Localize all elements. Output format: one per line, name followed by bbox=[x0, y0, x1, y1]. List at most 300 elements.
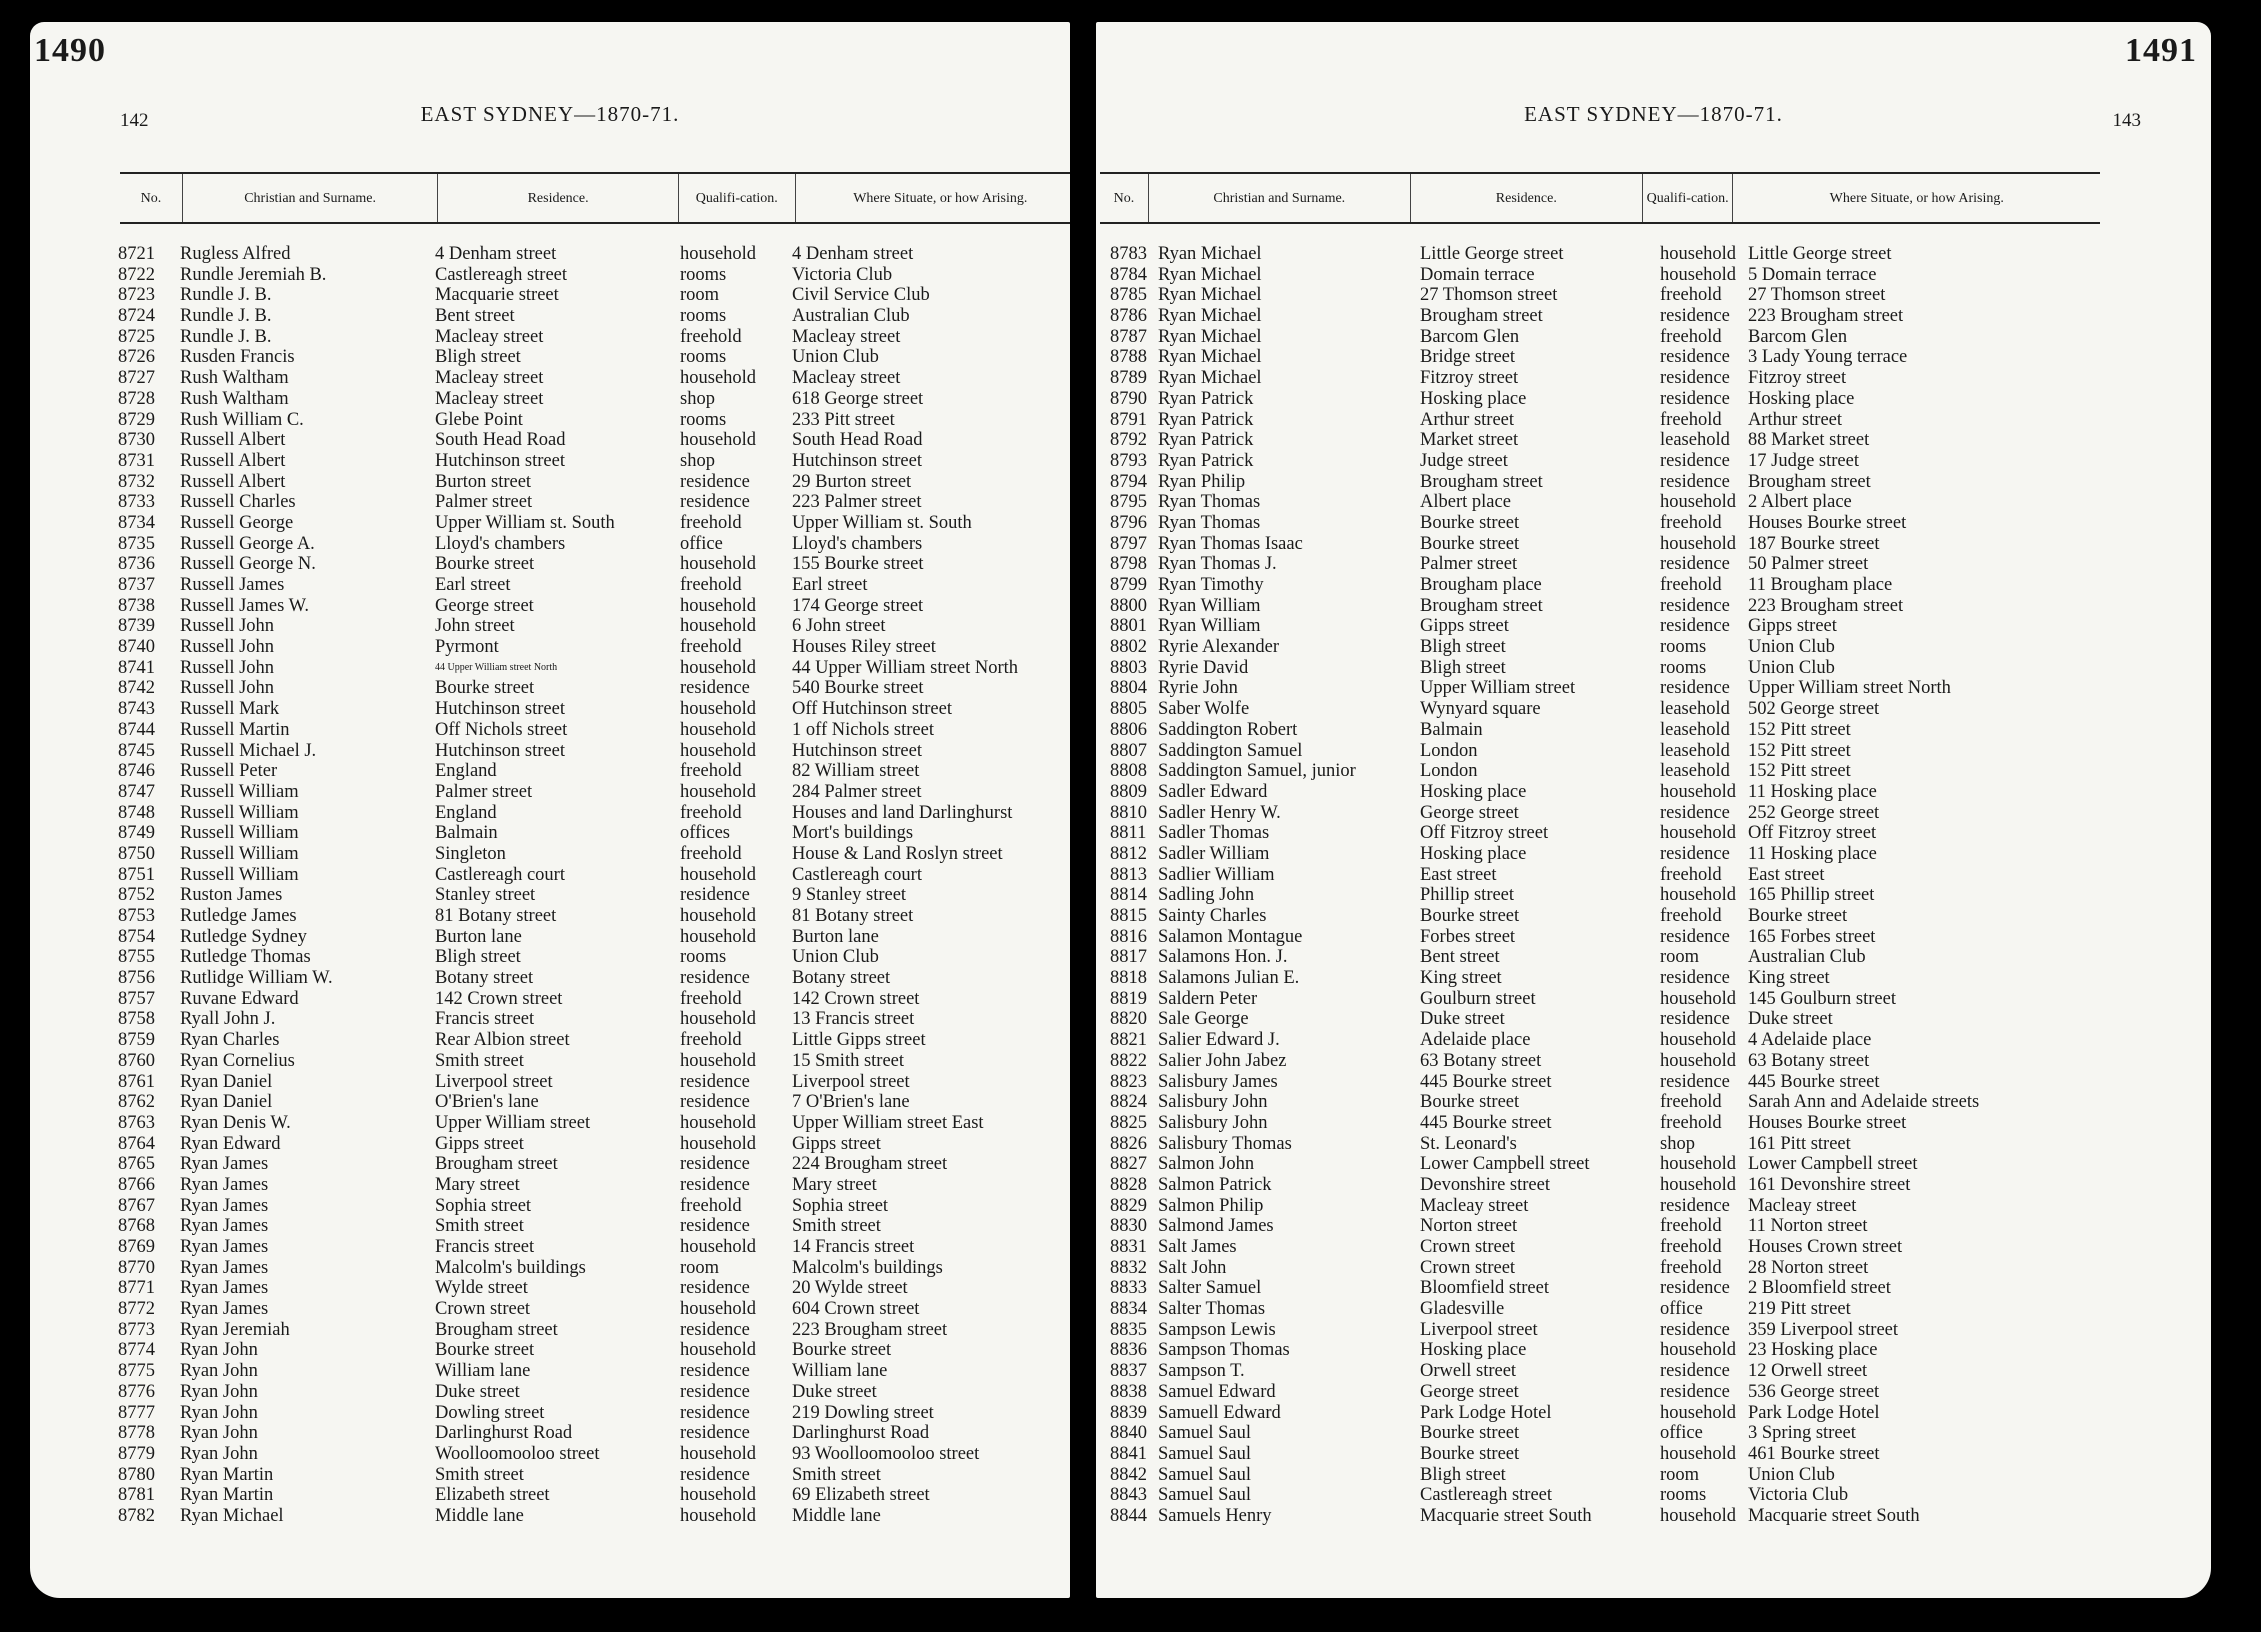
voter-name: Ryan Thomas Isaac bbox=[1158, 533, 1303, 554]
entry-number: 8826 bbox=[1110, 1133, 1147, 1154]
qualification: household bbox=[1660, 1154, 1737, 1175]
residence: Off Nichols street bbox=[435, 719, 568, 740]
entry-number: 8740 bbox=[118, 637, 155, 658]
voter-name: Ryan Michael bbox=[1158, 264, 1262, 285]
voter-name: Russell John bbox=[180, 616, 275, 637]
entry-number: 8796 bbox=[1110, 512, 1147, 533]
where-situate: 187 Bourke street bbox=[1748, 533, 1880, 554]
entry-number: 8799 bbox=[1110, 575, 1147, 595]
entry-number: 8738 bbox=[118, 595, 155, 616]
where-situate: 161 Devonshire street bbox=[1748, 1174, 1911, 1195]
where-situate: 1 off Nichols street bbox=[792, 719, 934, 740]
qualification: household bbox=[680, 1505, 757, 1526]
where-situate: Union Club bbox=[792, 947, 879, 968]
voter-name: Russell John bbox=[180, 657, 275, 678]
entry-number: 8735 bbox=[118, 533, 155, 554]
voter-name: Sadling John bbox=[1158, 885, 1255, 906]
qualification: household bbox=[680, 1485, 757, 1506]
where-situate: Little Gipps street bbox=[792, 1030, 926, 1051]
where-situate: 27 Thomson street bbox=[1748, 285, 1886, 306]
voter-name: Russell James W. bbox=[180, 595, 309, 616]
residence: Macquarie street bbox=[435, 285, 559, 306]
entry-number: 8840 bbox=[1110, 1423, 1147, 1444]
voter-name: Saddington Samuel, junior bbox=[1158, 761, 1356, 782]
qualification: residence bbox=[680, 1071, 750, 1092]
entry-number: 8733 bbox=[118, 492, 155, 513]
residence: 4 Denham street bbox=[435, 244, 557, 264]
table-row bbox=[1110, 1403, 2118, 1424]
residence: Gipps street bbox=[435, 1133, 524, 1154]
voter-name: Sampson T. bbox=[1158, 1361, 1245, 1382]
entry-number: 8815 bbox=[1110, 906, 1147, 926]
entry-number: 8744 bbox=[118, 719, 155, 740]
voter-name: Russell George N. bbox=[180, 554, 316, 575]
page-number: 143 bbox=[2112, 110, 2141, 131]
residence: Castlereagh street bbox=[435, 264, 568, 285]
voter-name: Ruvane Edward bbox=[180, 988, 299, 1009]
entry-number: 8813 bbox=[1110, 864, 1147, 885]
where-situate: 174 George street bbox=[792, 595, 924, 616]
table-row bbox=[118, 430, 1070, 451]
voter-name: Ryan Michael bbox=[1158, 326, 1262, 347]
qualification: residence bbox=[1660, 368, 1730, 389]
residence: 445 Bourke street bbox=[1420, 1071, 1552, 1092]
where-situate: 540 Bourke street bbox=[792, 678, 924, 699]
where-situate: 82 William street bbox=[792, 761, 920, 782]
table-row bbox=[1110, 1092, 2118, 1113]
voter-name: Ryan James bbox=[180, 1237, 269, 1257]
qualification: household bbox=[680, 906, 757, 926]
entry-number: 8788 bbox=[1110, 347, 1147, 368]
table-row bbox=[1110, 1506, 2118, 1527]
entry-number: 8821 bbox=[1110, 1030, 1147, 1051]
entry-number: 8816 bbox=[1110, 926, 1147, 947]
qualification: residence bbox=[1660, 1319, 1730, 1340]
where-situate: 502 George street bbox=[1748, 699, 1880, 720]
residence: Bourke street bbox=[435, 1340, 535, 1361]
residence: Liverpool street bbox=[435, 1071, 553, 1092]
qualification: residence bbox=[680, 1361, 750, 1382]
register-rows bbox=[1110, 244, 2118, 1527]
table-row bbox=[1110, 947, 2118, 968]
residence: Francis street bbox=[435, 1009, 535, 1030]
voter-name: Russell John bbox=[180, 637, 275, 658]
where-situate: 11 Norton street bbox=[1748, 1216, 1868, 1237]
residence: Crown street bbox=[1420, 1257, 1516, 1278]
voter-name: Rush Waltham bbox=[180, 368, 289, 389]
table-row bbox=[1110, 534, 2118, 555]
voter-name: Ryan Michael bbox=[1158, 368, 1262, 389]
voter-name: Rundle Jeremiah B. bbox=[180, 264, 327, 285]
table-row bbox=[1110, 1113, 2118, 1134]
qualification: household bbox=[1660, 885, 1737, 906]
qualification: household bbox=[680, 699, 757, 720]
qualification: household bbox=[680, 430, 757, 451]
where-situate: Hutchinson street bbox=[792, 740, 922, 761]
qualification: freehold bbox=[1660, 1257, 1722, 1278]
entry-number: 8820 bbox=[1110, 1009, 1147, 1030]
table-row bbox=[118, 596, 1070, 617]
table-row bbox=[118, 678, 1070, 699]
table-row bbox=[118, 347, 1070, 368]
where-situate: 233 Pitt street bbox=[792, 409, 895, 430]
entry-number: 8772 bbox=[118, 1299, 155, 1320]
table-row bbox=[118, 1030, 1070, 1051]
table-row bbox=[118, 534, 1070, 555]
qualification: residence bbox=[680, 1381, 750, 1402]
table-row bbox=[118, 327, 1070, 348]
qualification: household bbox=[1660, 492, 1737, 513]
qualification: household bbox=[680, 244, 757, 264]
where-situate: 11 Hosking place bbox=[1748, 781, 1877, 802]
where-situate: Liverpool street bbox=[792, 1071, 910, 1092]
where-situate: Hutchinson street bbox=[792, 450, 922, 471]
table-row bbox=[1110, 1051, 2118, 1072]
table-row bbox=[1110, 761, 2118, 782]
voter-name: Rutlidge William W. bbox=[180, 968, 333, 989]
table-row bbox=[118, 947, 1070, 968]
entry-number: 8807 bbox=[1110, 740, 1147, 761]
table-row bbox=[118, 906, 1070, 927]
voter-name: Ryan Charles bbox=[180, 1030, 280, 1051]
voter-name: Ryan John bbox=[180, 1381, 258, 1402]
qualification: freehold bbox=[680, 1030, 742, 1051]
residence: Devonshire street bbox=[1420, 1174, 1550, 1195]
entry-number: 8736 bbox=[118, 554, 155, 575]
where-situate: Upper William street North bbox=[1748, 678, 1951, 699]
voter-name: Sadler William bbox=[1158, 843, 1270, 864]
entry-number: 8756 bbox=[118, 968, 155, 989]
entry-number: 8831 bbox=[1110, 1237, 1147, 1257]
residence: Palmer street bbox=[435, 781, 533, 802]
residence: Bent street bbox=[435, 306, 515, 327]
where-situate: Macquarie street South bbox=[1748, 1505, 1920, 1526]
voter-name: Ryan James bbox=[180, 1195, 269, 1216]
where-situate: Castlereagh court bbox=[792, 864, 922, 885]
where-situate: 28 Norton street bbox=[1748, 1257, 1869, 1278]
residence: East street bbox=[1420, 864, 1497, 885]
voter-name: Salmon Patrick bbox=[1158, 1174, 1272, 1195]
qualification: freehold bbox=[680, 802, 742, 823]
voter-name: Russell William bbox=[180, 864, 299, 885]
residence: William lane bbox=[435, 1361, 531, 1382]
entry-number: 8837 bbox=[1110, 1361, 1147, 1382]
residence: Bourke street bbox=[1420, 1092, 1520, 1113]
voter-name: Ryrie John bbox=[1158, 678, 1238, 699]
where-situate: Upper William street East bbox=[792, 1112, 984, 1133]
qualification: leasehold bbox=[1660, 740, 1730, 761]
voter-name: Ryan Daniel bbox=[180, 1092, 273, 1113]
where-situate: 81 Botany street bbox=[792, 906, 914, 926]
where-situate: Darlinghurst Road bbox=[792, 1423, 930, 1444]
residence: Palmer street bbox=[435, 492, 533, 513]
voter-name: Russell William bbox=[180, 781, 299, 802]
voter-name: Ryan William bbox=[1158, 595, 1261, 616]
residence: Bent street bbox=[1420, 947, 1500, 968]
voter-name: Ryan Cornelius bbox=[180, 1050, 295, 1071]
voter-name: Ryan Philip bbox=[1158, 471, 1246, 492]
voter-name: Ryan Michael bbox=[1158, 347, 1262, 368]
voter-name: Russell John bbox=[180, 678, 275, 699]
page-number: 142 bbox=[120, 110, 149, 131]
entry-number: 8841 bbox=[1110, 1443, 1147, 1464]
voter-name: Ryan Denis W. bbox=[180, 1112, 291, 1133]
qualification: household bbox=[680, 781, 757, 802]
voter-name: Rutledge James bbox=[180, 906, 297, 926]
table-row bbox=[1110, 472, 2118, 493]
table-row bbox=[118, 389, 1070, 410]
entry-number: 8793 bbox=[1110, 450, 1147, 471]
table-row bbox=[1110, 1382, 2118, 1403]
voter-name: Ryan Edward bbox=[180, 1133, 281, 1154]
where-situate: 2 Albert place bbox=[1748, 492, 1852, 513]
header-name: Christian and Surname. bbox=[1149, 174, 1411, 222]
qualification: household bbox=[1660, 823, 1737, 844]
where-situate: 3 Lady Young terrace bbox=[1748, 347, 1908, 368]
where-situate: Barcom Glen bbox=[1748, 326, 1848, 347]
residence: Macquarie street South bbox=[1420, 1505, 1592, 1526]
table-row bbox=[1110, 1320, 2118, 1341]
residence: Burton street bbox=[435, 471, 532, 492]
where-situate: 536 George street bbox=[1748, 1381, 1880, 1402]
residence: Woolloomooloo street bbox=[435, 1443, 600, 1464]
voter-name: Ryan James bbox=[180, 1216, 269, 1237]
residence: Sophia street bbox=[435, 1195, 532, 1216]
where-situate: 461 Bourke street bbox=[1748, 1443, 1880, 1464]
voter-name: Ryan Thomas J. bbox=[1158, 554, 1277, 575]
residence: Francis street bbox=[435, 1237, 535, 1257]
voter-name: Ryan Patrick bbox=[1158, 388, 1254, 409]
table-row bbox=[118, 1340, 1070, 1361]
table-row bbox=[1110, 741, 2118, 762]
table-row bbox=[1110, 1134, 2118, 1155]
qualification: rooms bbox=[680, 409, 727, 430]
qualification: freehold bbox=[1660, 285, 1722, 306]
where-situate: Sarah Ann and Adelaide streets bbox=[1748, 1092, 1980, 1113]
voter-name: Salmond James bbox=[1158, 1216, 1274, 1237]
entry-number: 8773 bbox=[118, 1319, 155, 1340]
residence: Phillip street bbox=[1420, 885, 1515, 906]
qualification: residence bbox=[680, 885, 750, 906]
table-row bbox=[1110, 1196, 2118, 1217]
residence: Gladesville bbox=[1420, 1299, 1505, 1320]
voter-name: Russell Peter bbox=[180, 761, 278, 782]
entry-number: 8801 bbox=[1110, 616, 1147, 637]
qualification: room bbox=[680, 1257, 720, 1278]
header-where: Where Situate, or how Arising. bbox=[853, 190, 1028, 206]
qualification: freehold bbox=[1660, 575, 1722, 595]
voter-name: Salier John Jabez bbox=[1158, 1050, 1287, 1071]
residence: Forbes street bbox=[1420, 926, 1516, 947]
where-situate: 7 O'Brien's lane bbox=[792, 1092, 910, 1113]
table-row bbox=[118, 927, 1070, 948]
residence: Hutchinson street bbox=[435, 450, 565, 471]
folio-number: 1491 bbox=[2125, 32, 2197, 69]
table-row bbox=[118, 865, 1070, 886]
table-row bbox=[118, 575, 1070, 596]
residence: England bbox=[435, 761, 497, 782]
qualification: freehold bbox=[680, 575, 742, 595]
qualification: residence bbox=[680, 471, 750, 492]
qualification: rooms bbox=[680, 264, 727, 285]
where-situate: 63 Botany street bbox=[1748, 1050, 1870, 1071]
voter-name: Salt John bbox=[1158, 1257, 1227, 1278]
where-situate: Macleay street bbox=[792, 368, 901, 389]
table-row bbox=[118, 1361, 1070, 1382]
where-situate: Australian Club bbox=[792, 306, 910, 327]
entry-number: 8812 bbox=[1110, 843, 1147, 864]
table-row bbox=[1110, 906, 2118, 927]
entry-number: 8842 bbox=[1110, 1464, 1147, 1485]
table-row bbox=[118, 1444, 1070, 1465]
residence: Off Fitzroy street bbox=[1420, 823, 1549, 844]
voter-name: Ryan John bbox=[180, 1402, 258, 1423]
table-row bbox=[118, 1009, 1070, 1030]
residence: Bourke street bbox=[435, 554, 535, 575]
table-row bbox=[118, 1465, 1070, 1486]
qualification: offices bbox=[680, 823, 730, 844]
where-situate: 165 Forbes street bbox=[1748, 926, 1876, 947]
where-situate: Little George street bbox=[1748, 244, 1892, 264]
table-row bbox=[1110, 1175, 2118, 1196]
entry-number: 8763 bbox=[118, 1112, 155, 1133]
table-row bbox=[1110, 1237, 2118, 1258]
voter-name: Ryrie David bbox=[1158, 657, 1249, 678]
residence: Orwell street bbox=[1420, 1361, 1517, 1382]
where-situate: 93 Woolloomooloo street bbox=[792, 1443, 980, 1464]
voter-name: Russell Albert bbox=[180, 430, 286, 451]
residence: King street bbox=[1420, 968, 1502, 989]
voter-name: Ryan James bbox=[180, 1278, 269, 1299]
voter-name: Ryan Timothy bbox=[1158, 575, 1264, 595]
residence: Crown street bbox=[435, 1299, 531, 1320]
entry-number: 8827 bbox=[1110, 1154, 1147, 1175]
residence: John street bbox=[435, 616, 515, 637]
residence: Palmer street bbox=[1420, 554, 1518, 575]
header-where: Where Situate, or how Arising. bbox=[1829, 190, 2004, 206]
voter-name: Sale George bbox=[1158, 1009, 1249, 1030]
where-situate: Macleay street bbox=[792, 326, 901, 347]
qualification: household bbox=[680, 616, 757, 637]
left-page bbox=[30, 22, 1070, 1598]
qualification: freehold bbox=[1660, 409, 1722, 430]
where-situate: Earl street bbox=[792, 575, 868, 595]
qualification: residence bbox=[680, 1402, 750, 1423]
table-row bbox=[118, 492, 1070, 513]
voter-name: Rundle J. B. bbox=[180, 326, 272, 347]
table-row bbox=[1110, 1216, 2118, 1237]
qualification: residence bbox=[1660, 1195, 1730, 1216]
voter-name: Samuell Edward bbox=[1158, 1402, 1281, 1423]
entry-number: 8817 bbox=[1110, 947, 1147, 968]
table-row bbox=[118, 244, 1070, 265]
where-situate: Botany street bbox=[792, 968, 891, 989]
entry-number: 8725 bbox=[118, 326, 155, 347]
where-situate: 6 John street bbox=[792, 616, 886, 637]
voter-name: Samuel Saul bbox=[1158, 1485, 1252, 1506]
where-situate: Mort's buildings bbox=[792, 823, 914, 844]
table-row bbox=[1110, 885, 2118, 906]
residence: Botany street bbox=[435, 968, 534, 989]
entry-number: 8786 bbox=[1110, 306, 1147, 327]
qualification: residence bbox=[1660, 926, 1730, 947]
voter-name: Ryan John bbox=[180, 1423, 258, 1444]
where-situate: 29 Burton street bbox=[792, 471, 912, 492]
entry-number: 8771 bbox=[118, 1278, 155, 1299]
entry-number: 8750 bbox=[118, 843, 155, 864]
entry-number: 8757 bbox=[118, 988, 155, 1009]
residence: Singleton bbox=[435, 843, 506, 864]
where-situate: Smith street bbox=[792, 1216, 881, 1237]
where-situate: 5 Domain terrace bbox=[1748, 264, 1877, 285]
voter-name: Ryan James bbox=[180, 1174, 269, 1195]
residence: South Head Road bbox=[435, 430, 566, 451]
table-row bbox=[118, 1237, 1070, 1258]
table-header bbox=[120, 172, 1070, 224]
voter-name: Russell Mark bbox=[180, 699, 280, 720]
qualification: household bbox=[1660, 264, 1737, 285]
where-situate: Duke street bbox=[1748, 1009, 1833, 1030]
table-row bbox=[118, 1134, 1070, 1155]
where-situate: Fitzroy street bbox=[1748, 368, 1847, 389]
table-row bbox=[1110, 989, 2118, 1010]
voter-name: Samuels Henry bbox=[1158, 1505, 1272, 1526]
entry-number: 8729 bbox=[118, 409, 155, 430]
qualification: rooms bbox=[1660, 1485, 1707, 1506]
entry-number: 8810 bbox=[1110, 802, 1147, 823]
table-row bbox=[1110, 368, 2118, 389]
residence: Lower Campbell street bbox=[1420, 1154, 1590, 1175]
voter-name: Ryrie Alexander bbox=[1158, 637, 1280, 658]
entry-number: 8737 bbox=[118, 575, 155, 595]
table-row bbox=[1110, 865, 2118, 886]
table-row bbox=[118, 410, 1070, 431]
qualification: residence bbox=[680, 1216, 750, 1237]
voter-name: Salter Thomas bbox=[1158, 1299, 1266, 1320]
where-situate: 604 Crown street bbox=[792, 1299, 920, 1320]
entry-number: 8839 bbox=[1110, 1402, 1147, 1423]
qualification: freehold bbox=[1660, 1216, 1722, 1237]
residence: Brougham place bbox=[1420, 575, 1542, 595]
entry-number: 8819 bbox=[1110, 988, 1147, 1009]
entry-number: 8808 bbox=[1110, 761, 1147, 782]
residence: George street bbox=[1420, 1381, 1519, 1402]
where-situate: Middle lane bbox=[792, 1505, 881, 1526]
table-row bbox=[1110, 1299, 2118, 1320]
entry-number: 8844 bbox=[1110, 1505, 1147, 1526]
residence: Hosking place bbox=[1420, 388, 1527, 409]
table-row bbox=[1110, 637, 2118, 658]
voter-name: Russell George bbox=[180, 512, 294, 533]
qualification: residence bbox=[1660, 1009, 1730, 1030]
voter-name: Rundle J. B. bbox=[180, 285, 272, 306]
where-situate: 50 Palmer street bbox=[1748, 554, 1869, 575]
entry-number: 8766 bbox=[118, 1174, 155, 1195]
where-situate: Park Lodge Hotel bbox=[1748, 1402, 1880, 1423]
where-situate: 224 Brougham street bbox=[792, 1154, 948, 1175]
table-row bbox=[1110, 492, 2118, 513]
qualification: freehold bbox=[680, 1195, 742, 1216]
where-situate: 23 Hosking place bbox=[1748, 1340, 1878, 1361]
qualification: residence bbox=[680, 1319, 750, 1340]
residence: Castlereagh court bbox=[435, 864, 565, 885]
residence: St. Leonard's bbox=[1420, 1133, 1517, 1154]
table-row bbox=[118, 306, 1070, 327]
entry-number: 8770 bbox=[118, 1257, 155, 1278]
qualification: residence bbox=[680, 492, 750, 513]
voter-name: Russell Michael J. bbox=[180, 740, 317, 761]
residence: Domain terrace bbox=[1420, 264, 1535, 285]
